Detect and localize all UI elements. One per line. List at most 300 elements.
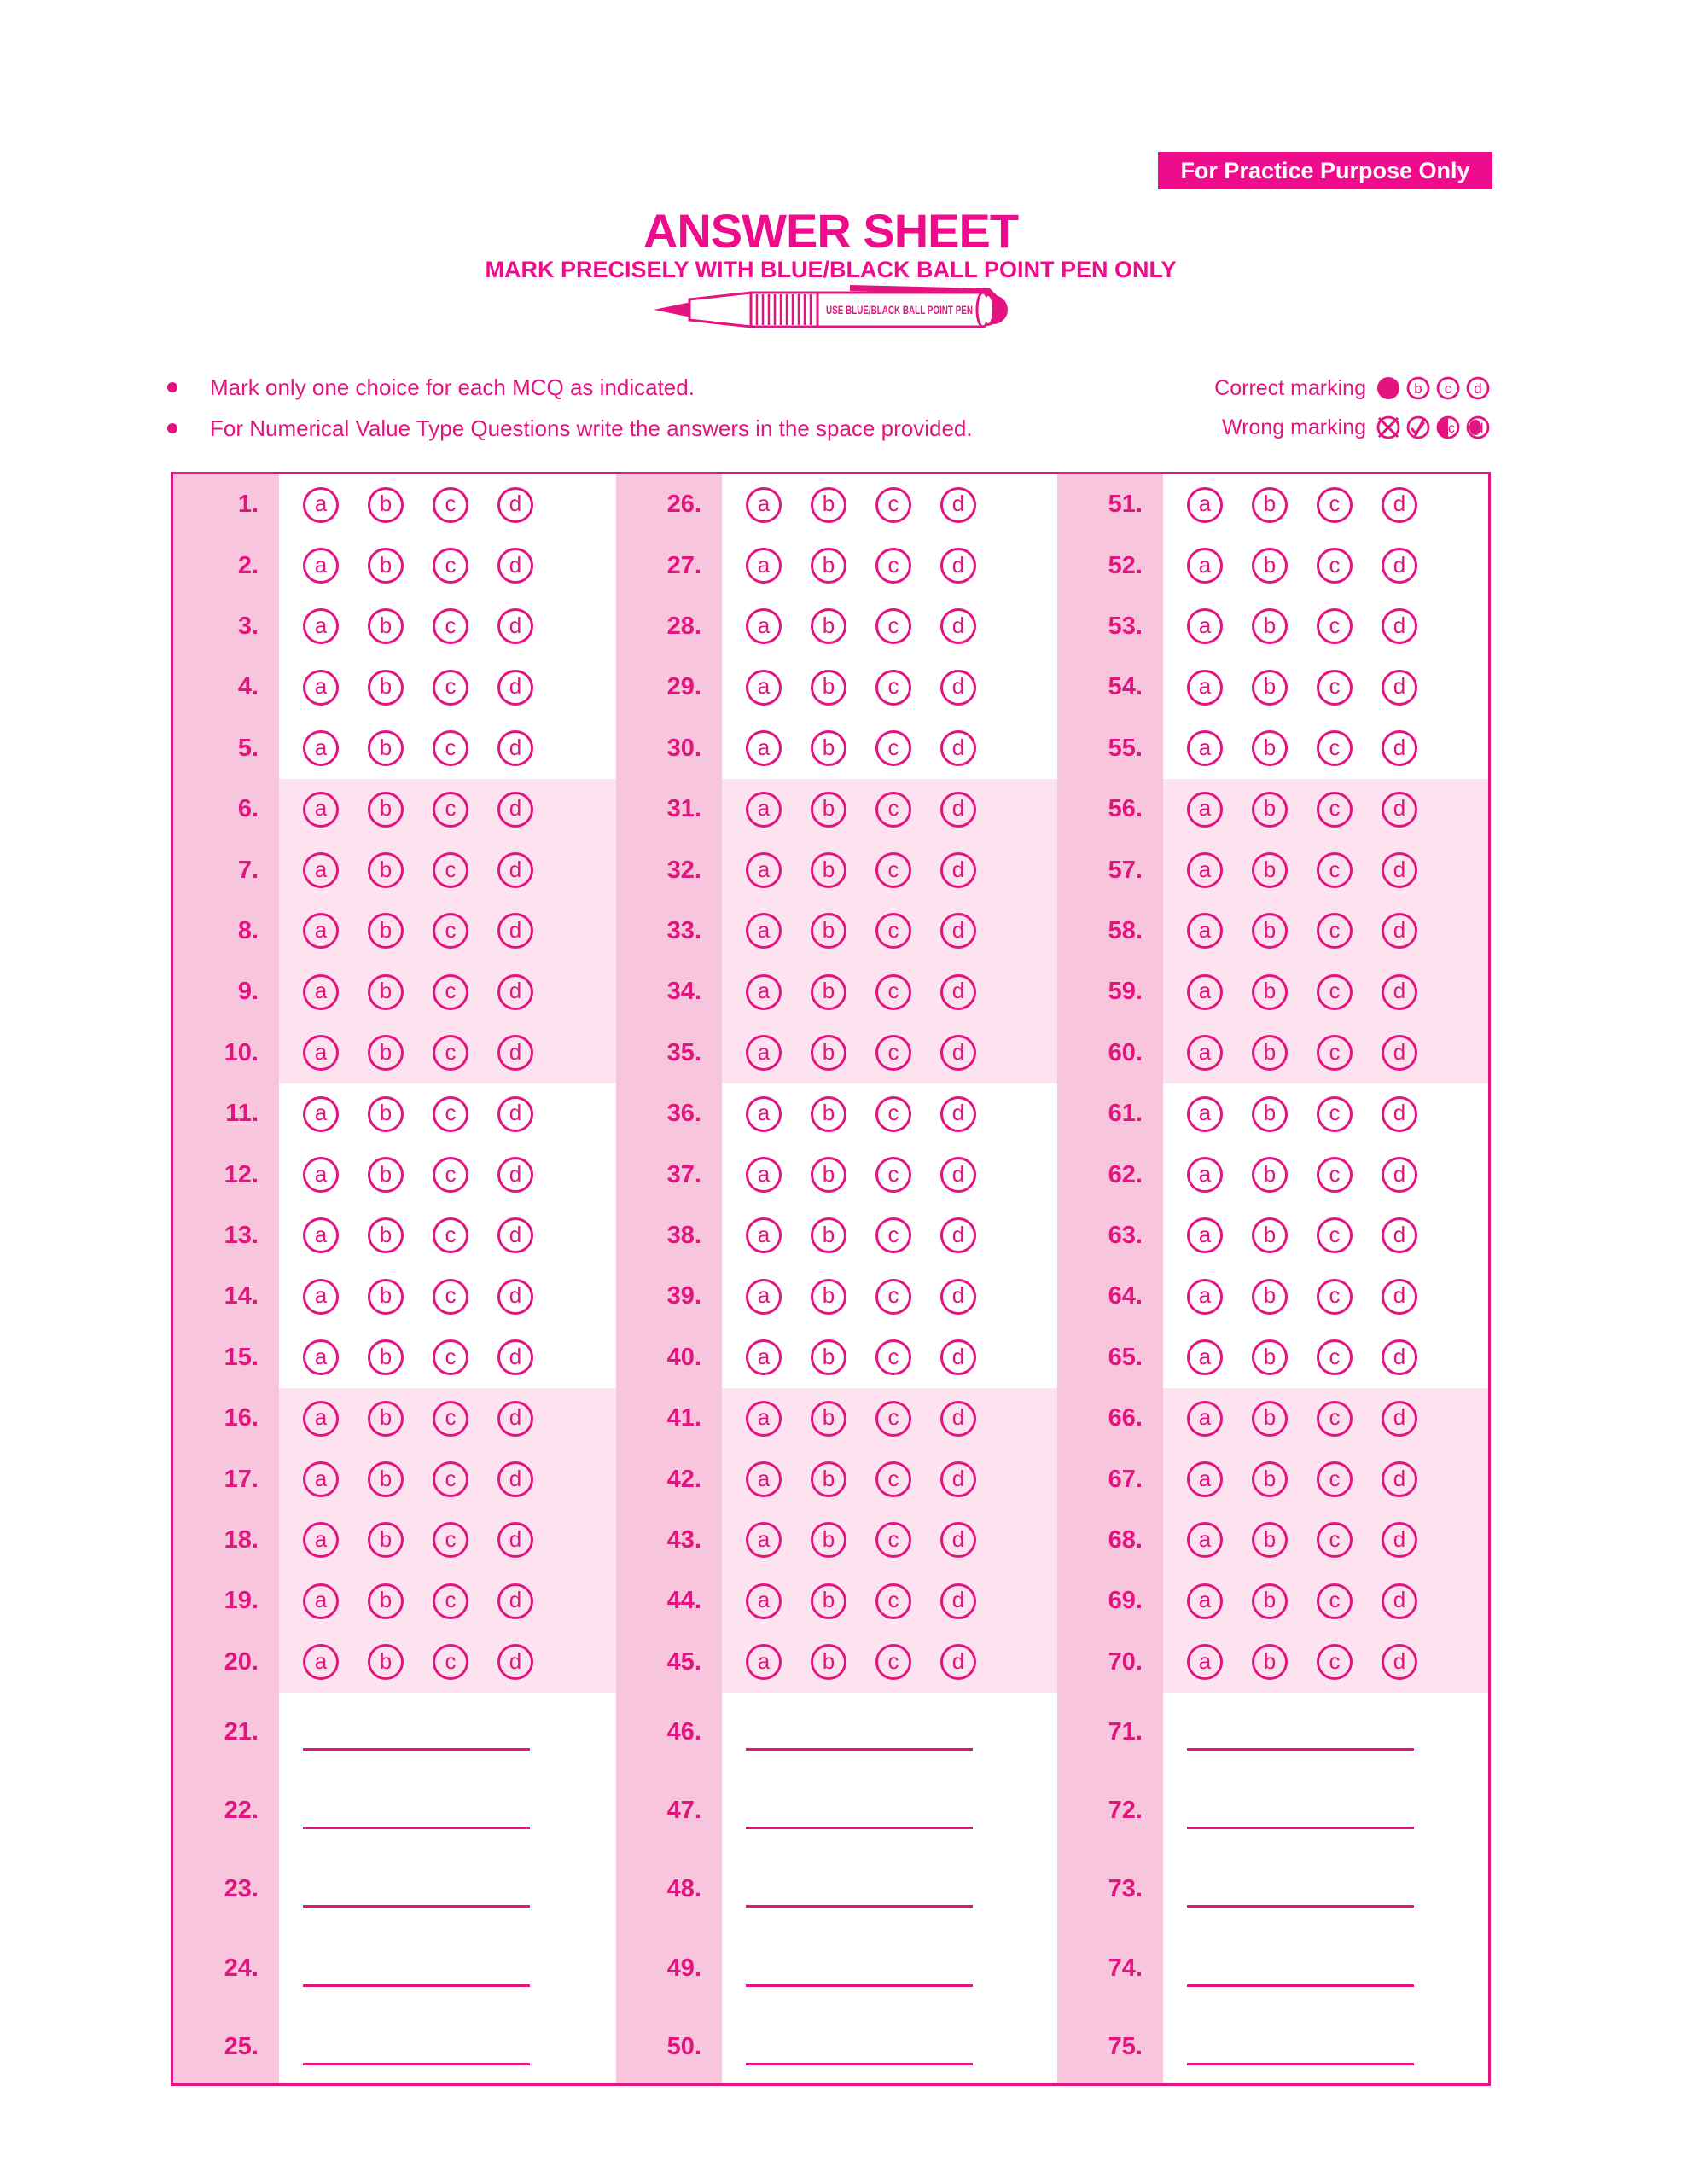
bubble-b-icon [1405,375,1431,401]
answer-line-q48[interactable] [746,1905,973,1908]
bubble-group [1187,1096,1417,1132]
bubble-q41-d[interactable]: d [940,1401,976,1437]
bubble-q41-a[interactable]: a [746,1401,782,1437]
bubble-q13-d[interactable]: d [497,1217,533,1253]
bubble-q32-c[interactable]: c [875,852,911,888]
bubble-q44-c[interactable]: c [875,1583,911,1619]
bubble-q43-a[interactable]: a [746,1522,782,1558]
bubble-q66-c[interactable]: c [1317,1401,1353,1437]
bubble-group [303,548,533,584]
bubble-q55-d[interactable]: d [1382,730,1417,766]
correct-marking-label: Correct marking [1214,375,1366,400]
bubble-q34-c[interactable]: c [875,974,911,1010]
bubble-q65-c[interactable]: c [1317,1339,1353,1375]
answer-line-q47[interactable] [746,1827,973,1829]
question-row [616,1327,1043,1388]
bubble-q5-a[interactable]: a [303,730,339,766]
bubble-q44-d[interactable]: d [940,1583,976,1619]
bubble-q30-c[interactable]: c [875,730,911,766]
bubble-q33-d[interactable]: d [940,913,976,949]
bubble-q39-d[interactable]: d [940,1279,976,1315]
bubble-q45-a[interactable]: a [746,1644,782,1680]
bubble-q29-d[interactable]: d [940,670,976,706]
bubble-q19-d[interactable]: d [497,1583,533,1619]
bubble-q52-d[interactable]: d [1382,548,1417,584]
bubble-q13-c[interactable]: c [433,1217,468,1253]
svg-text:c: c [1448,421,1455,436]
bubble-q29-a[interactable]: a [746,670,782,706]
bubble-q54-d[interactable]: d [1382,670,1417,706]
bubble-q61-c[interactable]: c [1317,1096,1353,1132]
bubble-q14-d[interactable]: d [497,1279,533,1315]
bubble-q39-b[interactable]: b [811,1279,846,1315]
bubble-q19-c[interactable]: c [433,1583,468,1619]
bubble-q17-b[interactable]: b [368,1461,404,1497]
bubble-q11-c[interactable]: c [433,1096,468,1132]
bubble-c-icon [1435,375,1461,401]
bubble-q35-a[interactable]: a [746,1035,782,1071]
bubble-q56-d[interactable]: d [1382,792,1417,828]
bubble-q40-d[interactable]: d [940,1339,976,1375]
bubble-q15-c[interactable]: c [433,1339,468,1375]
bubble-q54-c[interactable]: c [1317,670,1353,706]
bubble-q7-c[interactable]: c [433,852,468,888]
bubble-q39-a[interactable]: a [746,1279,782,1315]
bubble-q42-a[interactable]: a [746,1461,782,1497]
bubble-q5-b[interactable]: b [368,730,404,766]
bubble-q10-a[interactable]: a [303,1035,339,1071]
question-row [173,1510,600,1571]
bubble-q31-d[interactable]: d [940,792,976,828]
bubble-q64-a[interactable]: a [1187,1279,1223,1315]
bubble-q57-c[interactable]: c [1317,852,1353,888]
bubble-q67-c[interactable]: c [1317,1461,1353,1497]
bubble-q60-c[interactable]: c [1317,1035,1353,1071]
bubble-q20-c[interactable]: c [433,1644,468,1680]
bubble-q36-a[interactable]: a [746,1096,782,1132]
bubble-q67-b[interactable]: b [1252,1461,1288,1497]
bubble-q52-b[interactable]: b [1252,548,1288,584]
bubble-q3-d[interactable]: d [497,608,533,644]
answer-line-q22[interactable] [303,1827,530,1829]
bubble-q26-c[interactable]: c [875,487,911,523]
bubble-q28-b[interactable]: b [811,608,846,644]
bubble-q12-d[interactable]: d [497,1157,533,1193]
answer-line-q46[interactable] [746,1748,973,1751]
bubble-q29-b[interactable]: b [811,670,846,706]
bubble-q4-c[interactable]: c [433,670,468,706]
bubble-q65-d[interactable]: d [1382,1339,1417,1375]
bubble-q13-b[interactable]: b [368,1217,404,1253]
bubble-q45-b[interactable]: b [811,1644,846,1680]
bubble-q51-c[interactable]: c [1317,487,1353,523]
bubble-q33-c[interactable]: c [875,913,911,949]
bubble-q53-c[interactable]: c [1317,608,1353,644]
bubble-q5-d[interactable]: d [497,730,533,766]
bubble-q59-c[interactable]: c [1317,974,1353,1010]
bubble-q10-c[interactable]: c [433,1035,468,1071]
bubble-group [1187,1522,1417,1558]
bubble-q38-a[interactable]: a [746,1217,782,1253]
bubble-q9-d[interactable]: d [497,974,533,1010]
bubble-q15-b[interactable]: b [368,1339,404,1375]
bubble-q67-a[interactable]: a [1187,1461,1223,1497]
bubble-q55-a[interactable]: a [1187,730,1223,766]
bubble-group [746,1339,976,1375]
bubble-q45-d[interactable]: d [940,1644,976,1680]
bubble-q65-b[interactable]: b [1252,1339,1288,1375]
question-number: 58. [1108,916,1143,944]
bubble-q69-c[interactable]: c [1317,1583,1353,1619]
bubble-q28-d[interactable]: d [940,608,976,644]
bubble-q11-d[interactable]: d [497,1096,533,1132]
bubble-q61-d[interactable]: d [1382,1096,1417,1132]
question-number: 40. [666,1343,701,1371]
bubble-q61-a[interactable]: a [1187,1096,1223,1132]
bubble-q34-b[interactable]: b [811,974,846,1010]
bubble-q39-c[interactable]: c [875,1279,911,1315]
bubble-q12-a[interactable]: a [303,1157,339,1193]
bubble-q59-d[interactable]: d [1382,974,1417,1010]
bubble-q58-d[interactable]: d [1382,913,1417,949]
bubble-q30-d[interactable]: d [940,730,976,766]
bubble-q36-d[interactable]: d [940,1096,976,1132]
bubble-q31-a[interactable]: a [746,792,782,828]
bubble-q63-b[interactable]: b [1252,1217,1288,1253]
bubble-q56-a[interactable]: a [1187,792,1223,828]
bubble-q2-c[interactable]: c [433,548,468,584]
bubble-q9-c[interactable]: c [433,974,468,1010]
bubble-q70-c[interactable]: c [1317,1644,1353,1680]
bubble-q64-c[interactable]: c [1317,1279,1353,1315]
bubble-q57-d[interactable]: d [1382,852,1417,888]
bubble-q6-d[interactable]: d [497,792,533,828]
bubble-q57-b[interactable]: b [1252,852,1288,888]
bubble-q58-b[interactable]: b [1252,913,1288,949]
bubble-q12-b[interactable]: b [368,1157,404,1193]
bubble-group [1187,913,1417,949]
bubble-q1-c[interactable]: c [433,487,468,523]
question-group-2 [616,474,1043,2083]
bubble-q51-b[interactable]: b [1252,487,1288,523]
bubble-q54-a[interactable]: a [1187,670,1223,706]
bubble-q13-a[interactable]: a [303,1217,339,1253]
bubble-group [746,913,976,949]
bubble-q56-c[interactable]: c [1317,792,1353,828]
bubble-q8-d[interactable]: d [497,913,533,949]
bubble-q70-d[interactable]: d [1382,1644,1417,1680]
bubble-q3-b[interactable]: b [368,608,404,644]
answer-line-q72[interactable] [1187,1827,1414,1829]
answer-line-q74[interactable] [1187,1984,1414,1987]
bubble-q16-a[interactable]: a [303,1401,339,1437]
bubble-q2-d[interactable]: d [497,548,533,584]
bubble-q37-d[interactable]: d [940,1157,976,1193]
bubble-q59-b[interactable]: b [1252,974,1288,1010]
instruction-text: For Numerical Value Type Questions write the answers in the space provided. [210,415,973,441]
bubble-q11-b[interactable]: b [368,1096,404,1132]
bubble-q8-a[interactable]: a [303,913,339,949]
bubble-q44-a[interactable]: a [746,1583,782,1619]
bubble-q6-c[interactable]: c [433,792,468,828]
bubble-q45-c[interactable]: c [875,1644,911,1680]
bubble-q64-d[interactable]: d [1382,1279,1417,1315]
bubble-q4-d[interactable]: d [497,670,533,706]
bubble-q28-c[interactable]: c [875,608,911,644]
bubble-q4-b[interactable]: b [368,670,404,706]
bubble-q32-a[interactable]: a [746,852,782,888]
bubble-q58-a[interactable]: a [1187,913,1223,949]
bubble-q70-a[interactable]: a [1187,1644,1223,1680]
answer-line-q23[interactable] [303,1905,530,1908]
bubble-q33-a[interactable]: a [746,913,782,949]
bubble-q31-b[interactable]: b [811,792,846,828]
bubble-q53-b[interactable]: b [1252,608,1288,644]
bubble-q66-a[interactable]: a [1187,1401,1223,1437]
bubble-q63-a[interactable]: a [1187,1217,1223,1253]
answer-line-q24[interactable] [303,1984,530,1987]
bubble-q18-a[interactable]: a [303,1522,339,1558]
bubble-q18-d[interactable]: d [497,1522,533,1558]
bubble-q32-d[interactable]: d [940,852,976,888]
bubble-q66-d[interactable]: d [1382,1401,1417,1437]
page-subtitle: MARK PRECISELY WITH BLUE/BLACK BALL POINT PEN ONLY [485,257,1177,282]
bubble-q69-b[interactable]: b [1252,1583,1288,1619]
bubble-q28-a[interactable]: a [746,608,782,644]
bubble-q59-a[interactable]: a [1187,974,1223,1010]
question-row [173,1023,600,1083]
bubble-q62-a[interactable]: a [1187,1157,1223,1193]
bubble-q33-b[interactable]: b [811,913,846,949]
bubble-q56-b[interactable]: b [1252,792,1288,828]
bubble-q17-c[interactable]: c [433,1461,468,1497]
bubble-q10-d[interactable]: d [497,1035,533,1071]
answer-line-q49[interactable] [746,1984,973,1987]
bubble-q27-a[interactable]: a [746,548,782,584]
bubble-q20-a[interactable]: a [303,1644,339,1680]
bubble-q66-b[interactable]: b [1252,1401,1288,1437]
bubble-q2-a[interactable]: a [303,548,339,584]
bullet-icon [167,382,177,392]
bubble-q34-a[interactable]: a [746,974,782,1010]
bubble-q7-a[interactable]: a [303,852,339,888]
bubble-q3-c[interactable]: c [433,608,468,644]
bubble-q9-b[interactable]: b [368,974,404,1010]
bubble-q60-a[interactable]: a [1187,1035,1223,1071]
bubble-q8-c[interactable]: c [433,913,468,949]
bubble-q68-d[interactable]: d [1382,1522,1417,1558]
bubble-q53-d[interactable]: d [1382,608,1417,644]
bubble-group [746,1035,976,1071]
answer-line-q75[interactable] [1187,2063,1414,2065]
question-number: 69. [1108,1587,1143,1615]
bubble-q58-c[interactable]: c [1317,913,1353,949]
answer-line-q73[interactable] [1187,1905,1414,1908]
bubble-q36-b[interactable]: b [811,1096,846,1132]
bubble-q1-a[interactable]: a [303,487,339,523]
question-number: 15. [224,1343,259,1371]
bubble-q51-d[interactable]: d [1382,487,1417,523]
bubble-q65-a[interactable]: a [1187,1339,1223,1375]
bubble-q42-c[interactable]: c [875,1461,911,1497]
bubble-q27-d[interactable]: d [940,548,976,584]
question-number: 13. [224,1221,259,1249]
bubble-q61-b[interactable]: b [1252,1096,1288,1132]
answer-line-q21[interactable] [303,1748,530,1751]
question-row [1057,1693,1484,1771]
bubble-q62-d[interactable]: d [1382,1157,1417,1193]
bubble-q64-b[interactable]: b [1252,1279,1288,1315]
question-number: 34. [666,978,701,1006]
bubble-q68-b[interactable]: b [1252,1522,1288,1558]
bubble-q10-b[interactable]: b [368,1035,404,1071]
bubble-q14-a[interactable]: a [303,1279,339,1315]
bubble-q27-b[interactable]: b [811,548,846,584]
bubble-q69-d[interactable]: d [1382,1583,1417,1619]
bubble-q12-c[interactable]: c [433,1157,468,1193]
bubble-q31-c[interactable]: c [875,792,911,828]
bubble-q15-d[interactable]: d [497,1339,533,1375]
bubble-q42-b[interactable]: b [811,1461,846,1497]
bubble-q16-d[interactable]: d [497,1401,533,1437]
bubble-group [1187,974,1417,1010]
bubble-q51-a[interactable]: a [1187,487,1223,523]
bubble-q38-c[interactable]: c [875,1217,911,1253]
bubble-q36-c[interactable]: c [875,1096,911,1132]
bubble-group [746,1401,976,1437]
bubble-q40-c[interactable]: c [875,1339,911,1375]
bubble-q70-b[interactable]: b [1252,1644,1288,1680]
question-number: 45. [666,1647,701,1676]
answer-line-q50[interactable] [746,2063,973,2065]
bubble-q38-d[interactable]: d [940,1217,976,1253]
bubble-q44-b[interactable]: b [811,1583,846,1619]
bubble-q55-b[interactable]: b [1252,730,1288,766]
bubble-q20-b[interactable]: b [368,1644,404,1680]
bubble-q15-a[interactable]: a [303,1339,339,1375]
question-number: 42. [666,1465,701,1493]
bubble-q27-c[interactable]: c [875,548,911,584]
bubble-q26-b[interactable]: b [811,487,846,523]
bubble-q1-d[interactable]: d [497,487,533,523]
bubble-q5-c[interactable]: c [433,730,468,766]
question-number: 22. [224,1797,259,1825]
bubble-q43-d[interactable]: d [940,1522,976,1558]
bubble-q68-a[interactable]: a [1187,1522,1223,1558]
bubble-q26-d[interactable]: d [940,487,976,523]
bubble-q35-d[interactable]: d [940,1035,976,1071]
answer-line-q25[interactable] [303,2063,530,2065]
bubble-q18-b[interactable]: b [368,1522,404,1558]
question-row [616,1632,1043,1693]
bubble-q40-b[interactable]: b [811,1339,846,1375]
bubble-group [1187,1339,1417,1375]
bubble-q19-a[interactable]: a [303,1583,339,1619]
bubble-q41-c[interactable]: c [875,1401,911,1437]
bubble-q35-c[interactable]: c [875,1035,911,1071]
bubble-q43-b[interactable]: b [811,1522,846,1558]
bubble-q35-b[interactable]: b [811,1035,846,1071]
bubble-q38-b[interactable]: b [811,1217,846,1253]
bubble-q52-c[interactable]: c [1317,548,1353,584]
bubble-q6-b[interactable]: b [368,792,404,828]
bubble-q17-d[interactable]: d [497,1461,533,1497]
answer-line-q71[interactable] [1187,1748,1414,1751]
bubble-q62-b[interactable]: b [1252,1157,1288,1193]
question-group-3 [1057,474,1484,2083]
bubble-q63-c[interactable]: c [1317,1217,1353,1253]
bubble-q2-b[interactable]: b [368,548,404,584]
bubble-group [303,670,533,706]
bubble-q41-b[interactable]: b [811,1401,846,1437]
bubble-q37-a[interactable]: a [746,1157,782,1193]
bubble-q34-d[interactable]: d [940,974,976,1010]
bubble-q14-c[interactable]: c [433,1279,468,1315]
bubble-q3-a[interactable]: a [303,608,339,644]
bubble-q53-a[interactable]: a [1187,608,1223,644]
bubble-q6-a[interactable]: a [303,792,339,828]
question-row [1057,1510,1484,1571]
bubble-q9-a[interactable]: a [303,974,339,1010]
question-row [1057,1449,1484,1509]
bubble-group [1187,852,1417,888]
bubble-q7-b[interactable]: b [368,852,404,888]
bubble-q69-a[interactable]: a [1187,1583,1223,1619]
scribble-bubble-icon [1465,415,1491,440]
bubble-q11-a[interactable]: a [303,1096,339,1132]
bubble-q16-b[interactable]: b [368,1401,404,1437]
bubble-q19-b[interactable]: b [368,1583,404,1619]
bubble-q17-a[interactable]: a [303,1461,339,1497]
question-row [616,1205,1043,1266]
bubble-q30-b[interactable]: b [811,730,846,766]
bubble-q18-c[interactable]: c [433,1522,468,1558]
bubble-q55-c[interactable]: c [1317,730,1353,766]
question-row [173,1571,600,1631]
question-row [1057,901,1484,961]
bubble-q42-d[interactable]: d [940,1461,976,1497]
bubble-q8-b[interactable]: b [368,913,404,949]
question-row [173,961,600,1022]
bubble-q67-d[interactable]: d [1382,1461,1417,1497]
bubble-q32-b[interactable]: b [811,852,846,888]
bubble-group [1187,1217,1417,1253]
question-row [173,657,600,717]
bubble-q1-b[interactable]: b [368,487,404,523]
bubble-q60-d[interactable]: d [1382,1035,1417,1071]
bubble-q16-c[interactable]: c [433,1401,468,1437]
bubble-q52-a[interactable]: a [1187,548,1223,584]
bubble-q54-b[interactable]: b [1252,670,1288,706]
bubble-q37-c[interactable]: c [875,1157,911,1193]
bubble-q68-c[interactable]: c [1317,1522,1353,1558]
bubble-q57-a[interactable]: a [1187,852,1223,888]
bubble-q63-d[interactable]: d [1382,1217,1417,1253]
bubble-q20-d[interactable]: d [497,1644,533,1680]
question-number: 67. [1108,1465,1143,1493]
bubble-q4-a[interactable]: a [303,670,339,706]
bubble-q40-a[interactable]: a [746,1339,782,1375]
bubble-q43-c[interactable]: c [875,1522,911,1558]
bubble-q7-d[interactable]: d [497,852,533,888]
bubble-q26-a[interactable]: a [746,487,782,523]
bubble-q14-b[interactable]: b [368,1279,404,1315]
bubble-q30-a[interactable]: a [746,730,782,766]
bubble-q29-c[interactable]: c [875,670,911,706]
bubble-q60-b[interactable]: b [1252,1035,1288,1071]
bubble-q62-c[interactable]: c [1317,1157,1353,1193]
bubble-q37-b[interactable]: b [811,1157,846,1193]
